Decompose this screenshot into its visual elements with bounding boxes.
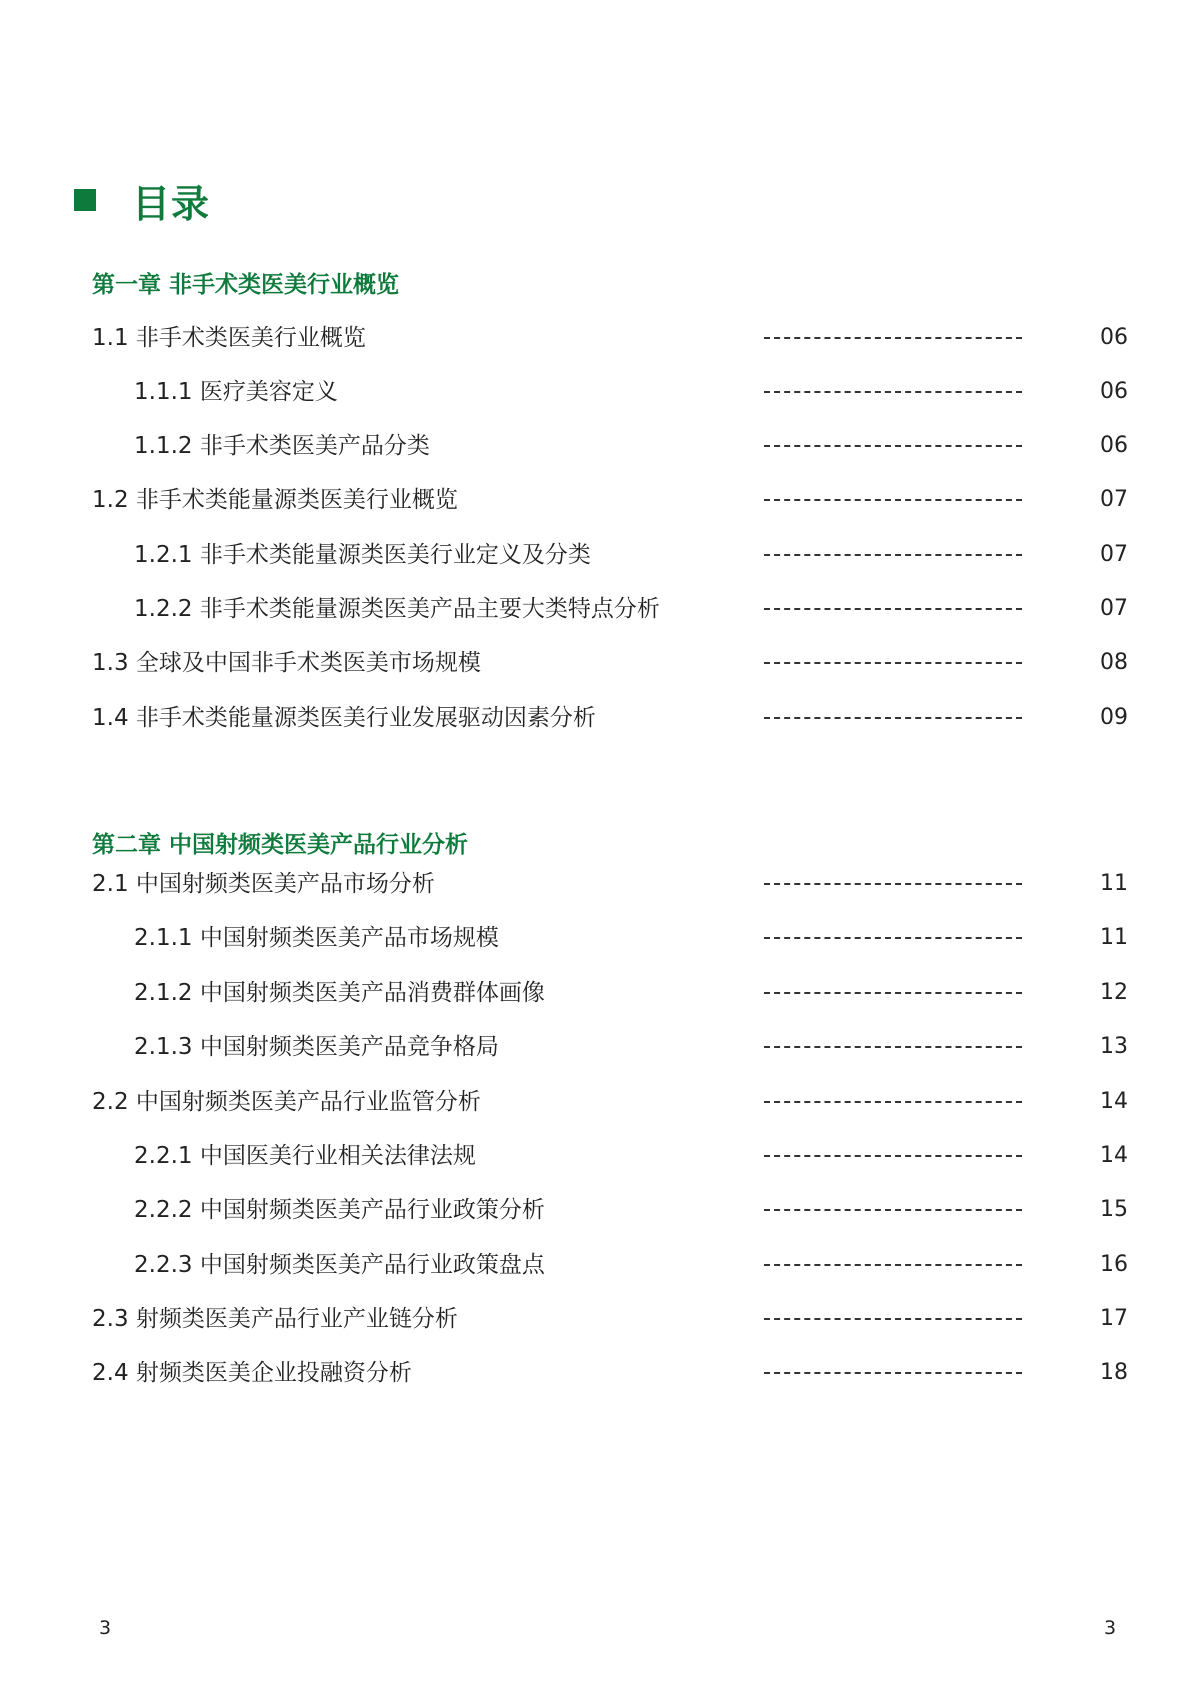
toc-entry-page: 08 [1100, 650, 1128, 675]
toc-entry-page: 14 [1100, 1143, 1128, 1168]
dotted-leader [764, 608, 1022, 610]
square-bullet-icon [74, 189, 96, 211]
toc-entry-label: 2.1.1 中国射频类医美产品市场规模 [134, 925, 499, 951]
toc-entry[interactable] [0, 1136, 1200, 1176]
dotted-leader [764, 337, 1022, 339]
toc-entry[interactable] [0, 1299, 1200, 1339]
toc-entry[interactable] [0, 372, 1200, 412]
dotted-leader [764, 992, 1022, 994]
toc-entry-page: 16 [1100, 1252, 1128, 1277]
toc-entry-page: 15 [1100, 1197, 1128, 1222]
toc-entry-page: 06 [1100, 325, 1128, 350]
toc-entry-label: 1.1.2 非手术类医美产品分类 [134, 433, 430, 459]
toc-entry[interactable] [0, 1027, 1200, 1067]
toc-entry-page: 07 [1100, 596, 1128, 621]
footer-page-number-right: 3 [1104, 1617, 1117, 1639]
toc-entry[interactable] [0, 864, 1200, 904]
toc-entry[interactable] [0, 589, 1200, 629]
toc-entry[interactable] [0, 535, 1200, 575]
dotted-leader [764, 1046, 1022, 1048]
toc-entry-page: 18 [1100, 1360, 1128, 1385]
toc-entry[interactable] [0, 643, 1200, 683]
toc-entry-label: 2.2 中国射频类医美产品行业监管分析 [92, 1089, 481, 1115]
dotted-leader [764, 391, 1022, 393]
toc-entry-label: 2.2.2 中国射频类医美产品行业政策分析 [134, 1197, 545, 1223]
toc-entry-label: 2.1.2 中国射频类医美产品消费群体画像 [134, 980, 545, 1006]
toc-entry[interactable] [0, 480, 1200, 520]
toc-entry[interactable] [0, 426, 1200, 466]
toc-entry-label: 1.3 全球及中国非手术类医美市场规模 [92, 650, 481, 676]
toc-entry[interactable] [0, 318, 1200, 358]
toc-entry[interactable] [0, 973, 1200, 1013]
toc-entry-page: 17 [1100, 1306, 1128, 1331]
toc-entry-page: 06 [1100, 379, 1128, 404]
toc-entry-page: 06 [1100, 433, 1128, 458]
dotted-leader [764, 717, 1022, 719]
toc-entry-label: 2.1.3 中国射频类医美产品竞争格局 [134, 1034, 499, 1060]
toc-entry-page: 11 [1100, 925, 1128, 950]
footer-page-number-left: 3 [99, 1617, 112, 1639]
chapter-heading: 第二章 中国射频类医美产品行业分析 [92, 832, 469, 858]
dotted-leader [764, 1318, 1022, 1320]
toc-entry[interactable] [0, 698, 1200, 738]
dotted-leader [764, 1209, 1022, 1211]
dotted-leader [764, 883, 1022, 885]
toc-entry-page: 13 [1100, 1034, 1128, 1059]
toc-entry-label: 1.2.2 非手术类能量源类医美产品主要大类特点分析 [134, 596, 660, 622]
dotted-leader [764, 554, 1022, 556]
toc-entry-label: 2.2.1 中国医美行业相关法律法规 [134, 1143, 476, 1169]
toc-entry[interactable] [0, 1353, 1200, 1393]
toc-entry-page: 07 [1100, 542, 1128, 567]
toc-entry-label: 1.1 非手术类医美行业概览 [92, 325, 366, 351]
dotted-leader [764, 1264, 1022, 1266]
toc-entry-label: 1.2.1 非手术类能量源类医美行业定义及分类 [134, 542, 591, 568]
toc-entry-page: 09 [1100, 705, 1128, 730]
toc-entry-label: 2.4 射频类医美企业投融资分析 [92, 1360, 412, 1386]
dotted-leader [764, 1101, 1022, 1103]
toc-header [74, 172, 210, 228]
toc-entry-label: 2.3 射频类医美产品行业产业链分析 [92, 1306, 458, 1332]
toc-entry-label: 1.2 非手术类能量源类医美行业概览 [92, 487, 458, 513]
toc-entry-page: 12 [1100, 980, 1128, 1005]
chapter-heading: 第一章 非手术类医美行业概览 [92, 272, 400, 298]
toc-entry-label: 1.4 非手术类能量源类医美行业发展驱动因素分析 [92, 705, 596, 731]
toc-entry[interactable] [0, 1190, 1200, 1230]
page-title: 目录 [132, 181, 211, 226]
toc-entry[interactable] [0, 1082, 1200, 1122]
dotted-leader [764, 1155, 1022, 1157]
dotted-leader [764, 662, 1022, 664]
toc-entry-page: 11 [1100, 871, 1128, 896]
toc-entry-label: 2.1 中国射频类医美产品市场分析 [92, 871, 435, 897]
toc-entry-page: 14 [1100, 1089, 1128, 1114]
dotted-leader [764, 445, 1022, 447]
dotted-leader [764, 1372, 1022, 1374]
dotted-leader [764, 937, 1022, 939]
toc-entry-label: 2.2.3 中国射频类医美产品行业政策盘点 [134, 1252, 545, 1278]
dotted-leader [764, 499, 1022, 501]
toc-entry[interactable] [0, 918, 1200, 958]
toc-entry-label: 1.1.1 医疗美容定义 [134, 379, 338, 405]
toc-entry-page: 07 [1100, 487, 1128, 512]
toc-entry[interactable] [0, 1245, 1200, 1285]
